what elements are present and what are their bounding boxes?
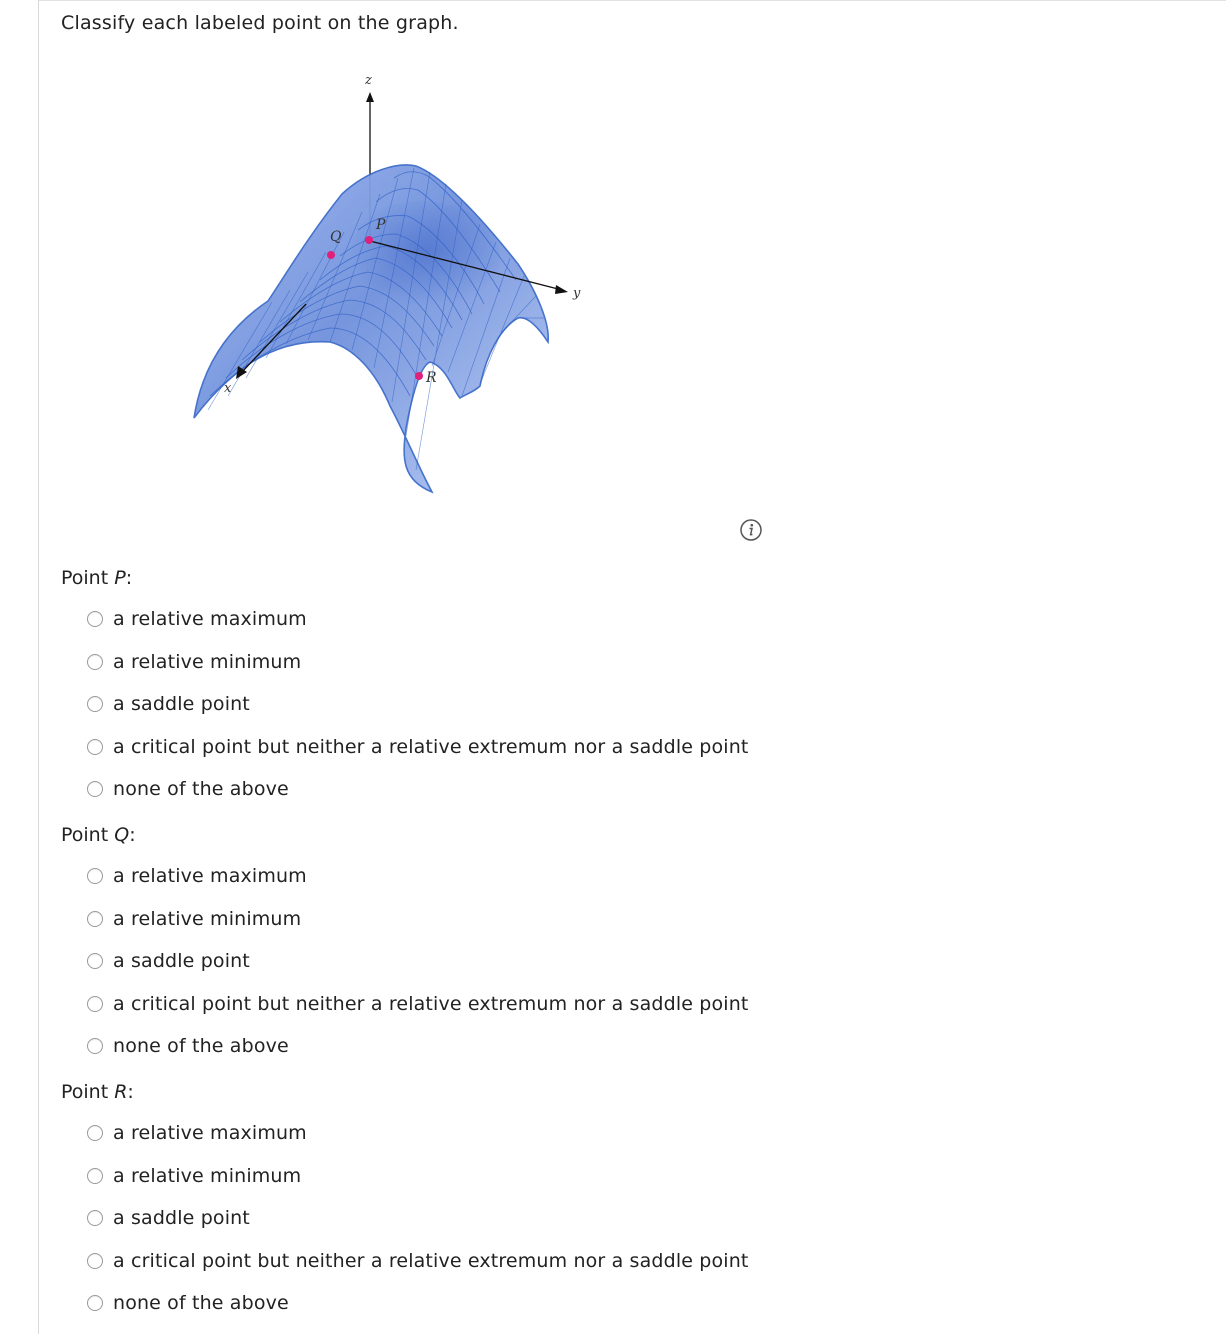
z-axis-arrow [366, 92, 374, 102]
option-q-none[interactable] [61, 1025, 821, 1068]
option-label: a relative maximum [113, 865, 307, 888]
x-axis-label: x [224, 381, 232, 396]
option-label: a saddle point [113, 693, 250, 716]
option-label: a relative minimum [113, 650, 302, 673]
option-p-none[interactable] [61, 768, 821, 811]
option-label: none of the above [113, 1292, 289, 1315]
option-q-relative-maximum[interactable] [61, 855, 821, 898]
radio-button[interactable] [87, 1210, 103, 1226]
group-label-p [61, 565, 821, 591]
group-label-prefix: Point [61, 1081, 115, 1103]
group-label-point: Q [114, 824, 130, 846]
radio-button[interactable] [87, 1168, 103, 1184]
option-label: a relative maximum [113, 608, 307, 631]
option-q-critical-point[interactable] [61, 983, 821, 1026]
radio-button[interactable] [87, 739, 103, 755]
option-label: a relative minimum [113, 1164, 302, 1187]
option-label: a critical point but neither a relative extremum nor a saddle point [113, 735, 749, 758]
group-label-q [61, 822, 821, 848]
surface-graph [180, 66, 600, 496]
saddle-shading [340, 201, 500, 311]
top-border [38, 0, 1226, 1]
option-label: a critical point but neither a relative extremum nor a saddle point [113, 992, 749, 1015]
question-prompt: Classify each labeled point on the graph. [61, 12, 459, 34]
option-label: a critical point but neither a relative extremum nor a saddle point [113, 1249, 749, 1272]
radio-button[interactable] [87, 1295, 103, 1311]
option-label: a relative maximum [113, 1122, 307, 1145]
group-label-suffix: : [127, 1081, 134, 1103]
group-label-point: R [114, 1081, 128, 1103]
point-r-label: R [426, 370, 437, 386]
option-label: a saddle point [113, 950, 250, 973]
y-axis-arrow [555, 285, 568, 294]
info-icon[interactable] [739, 518, 763, 542]
group-label-suffix: : [129, 824, 136, 846]
option-q-saddle-point[interactable] [61, 940, 821, 983]
question-group-q [61, 822, 821, 1068]
option-p-saddle-point[interactable] [61, 683, 821, 726]
group-label-point: P [114, 567, 126, 589]
radio-button[interactable] [87, 781, 103, 797]
question-group-r [61, 1079, 821, 1325]
radio-button[interactable] [87, 654, 103, 670]
z-axis-label: z [365, 73, 372, 88]
group-label-suffix: : [125, 567, 133, 589]
radio-button[interactable] [87, 996, 103, 1012]
radio-button[interactable] [87, 911, 103, 927]
radio-button[interactable] [87, 696, 103, 712]
radio-button[interactable] [87, 1038, 103, 1054]
radio-button[interactable] [87, 611, 103, 627]
point-r-marker [415, 372, 423, 380]
option-r-saddle-point[interactable] [61, 1197, 821, 1240]
radio-button[interactable] [87, 868, 103, 884]
point-q-label: Q [330, 229, 342, 245]
y-axis-label: y [573, 286, 581, 301]
point-q-marker [327, 251, 335, 259]
option-p-critical-point[interactable] [61, 726, 821, 769]
point-p-marker [365, 236, 373, 244]
radio-button[interactable] [87, 1125, 103, 1141]
group-label-r [61, 1079, 821, 1105]
left-rule [38, 0, 39, 1334]
radio-button[interactable] [87, 1253, 103, 1269]
group-label-prefix: Point [61, 567, 115, 589]
point-p-label: P [376, 217, 386, 233]
question-group-p [61, 565, 821, 811]
radio-button[interactable] [87, 953, 103, 969]
option-p-relative-maximum[interactable] [61, 598, 821, 641]
option-q-relative-minimum[interactable] [61, 898, 821, 941]
option-r-relative-maximum[interactable] [61, 1112, 821, 1155]
option-p-relative-minimum[interactable] [61, 641, 821, 684]
group-label-prefix: Point [61, 824, 115, 846]
option-r-relative-minimum[interactable] [61, 1155, 821, 1198]
option-label: a saddle point [113, 1207, 250, 1230]
option-r-none[interactable] [61, 1282, 821, 1325]
option-label: a relative minimum [113, 907, 302, 930]
option-r-critical-point[interactable] [61, 1240, 821, 1283]
option-label: none of the above [113, 1035, 289, 1058]
option-label: none of the above [113, 778, 289, 801]
